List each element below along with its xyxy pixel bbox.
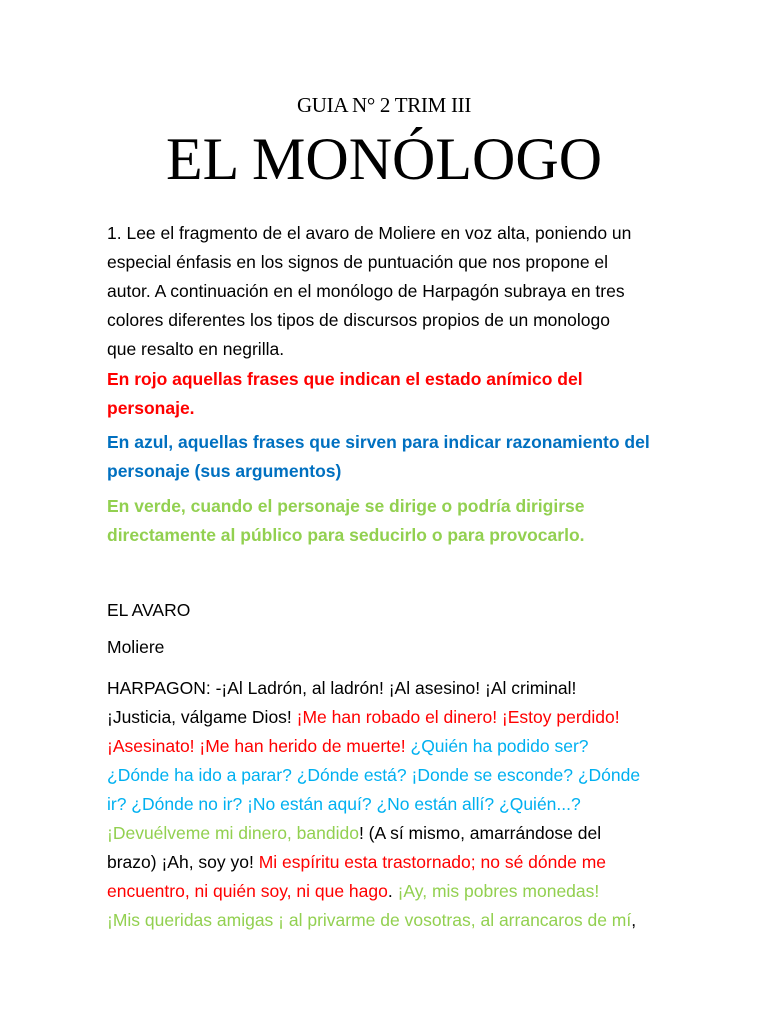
monologue-line	[107, 790, 667, 819]
monologue-segment: ! (A sí mismo, amarrándose del	[358, 823, 602, 843]
monologue-line	[107, 761, 667, 790]
monologue-segment: ir? ¿Dónde no ir? ¡No están aquí? ¿No están allí? ¿Quién...?	[107, 794, 581, 814]
monologue-line	[107, 906, 667, 935]
monologue-text	[107, 674, 667, 935]
red-instruction	[107, 365, 667, 423]
green-instruction	[107, 492, 667, 550]
monologue-line	[107, 819, 667, 848]
monologue-segment: ¿Quién ha podido ser?	[410, 736, 589, 756]
intro-line: que resalto en negrilla.	[107, 339, 285, 359]
intro-line: autor. A continuación en el monólogo de Harpagón subraya en tres	[107, 281, 625, 301]
blue-instruction-line: personaje (sus argumentos)	[107, 461, 342, 481]
monologue-line	[107, 674, 667, 703]
monologue-segment: ,	[631, 910, 637, 930]
monologue-segment: ¿Dónde ha ido a parar? ¿Dónde está? ¡Donde se esconde? ¿Dónde	[107, 765, 641, 785]
monologue-segment: .	[387, 881, 398, 901]
monologue-line	[107, 877, 667, 906]
monologue-line	[107, 732, 667, 761]
monologue-segment: Mi espíritu esta trastornado; no sé dónde me	[258, 852, 607, 872]
monologue-segment: ¡Devuélveme mi dinero, bandido	[107, 823, 359, 843]
monologue-segment: ¡Mis queridas amigas ¡ al privarme de vosotras, al arrancaros de mí	[107, 910, 632, 930]
red-instruction-line: En rojo aquellas frases que indican el estado anímico del	[107, 369, 583, 389]
monologue-segment: ¡Ay, mis pobres monedas!	[397, 881, 600, 901]
red-instruction-line: personaje.	[107, 398, 195, 418]
green-instruction-line: En verde, cuando el personaje se dirige o podría dirigirse	[107, 496, 585, 516]
intro-paragraph	[107, 219, 667, 364]
document-title: EL MONÓLOGO	[165, 126, 603, 192]
green-instruction-line: directamente al público para seducirlo o para provocarlo.	[107, 525, 585, 545]
intro-line: especial énfasis en los signos de puntuación que nos propone el	[107, 252, 609, 272]
monologue-segment: brazo) ¡Ah, soy yo!	[107, 852, 259, 872]
monologue-segment: ¡Asesinato! ¡Me han herido de muerte!	[107, 736, 411, 756]
monologue-segment: HARPAGON: -¡Al Ladrón, al ladrón! ¡Al asesino! ¡Al criminal!	[107, 678, 577, 698]
work-author: Moliere	[107, 637, 165, 657]
intro-line: colores diferentes los tipos de discursos propios de un monologo	[107, 310, 610, 330]
monologue-segment: ¡Justicia, válgame Dios!	[107, 707, 297, 727]
monologue-segment: ¡Me han robado el dinero! ¡Estoy perdido!	[296, 707, 620, 727]
blue-instruction	[107, 428, 667, 486]
blue-instruction-line: En azul, aquellas frases que sirven para indicar razonamiento del	[107, 432, 650, 452]
document-subtitle: GUIA N° 2 TRIM III	[296, 93, 472, 117]
intro-line: 1. Lee el fragmento de el avaro de Moliere en voz alta, poniendo un	[107, 223, 632, 243]
monologue-line	[107, 703, 667, 732]
monologue-segment: encuentro, ni quién soy, ni que hago	[107, 881, 388, 901]
work-title: EL AVARO	[107, 600, 191, 620]
monologue-line	[107, 848, 667, 877]
